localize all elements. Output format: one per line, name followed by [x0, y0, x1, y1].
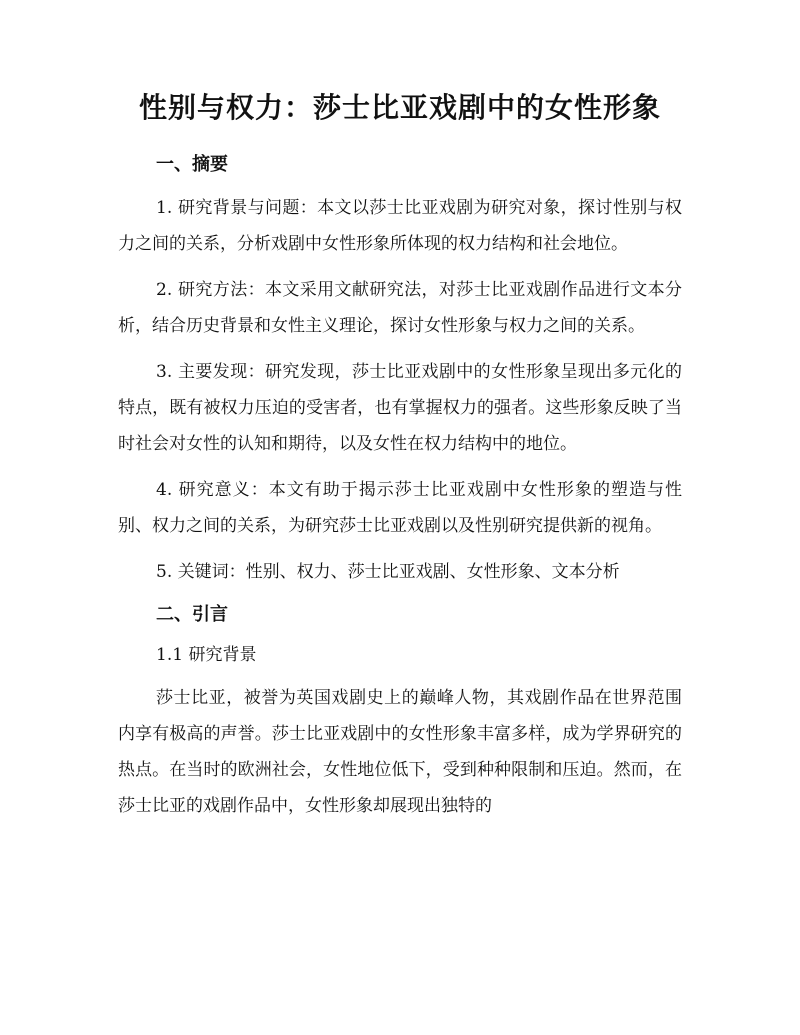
abstract-item-significance: 4. 研究意义：本文有助于揭示莎士比亚戏剧中女性形象的塑造与性别、权力之间的关系，为研究莎士比亚戏剧以及性别研究提供新的视角。 [118, 480, 682, 536]
section-heading-abstract: 一、摘要 [156, 154, 228, 175]
document-title: 性别与权力：莎士比亚戏剧中的女性形象 [138, 91, 661, 124]
abstract-item-findings: 3. 主要发现：研究发现，莎士比亚戏剧中的女性形象呈现出多元化的特点，既有被权力压迫的受害者，也有掌握权力的强者。这些形象反映了当时社会对女性的认知和期待，以及女性在权力结构中的地位。 [118, 362, 682, 454]
abstract-item-keywords: 5. 关键词：性别、权力、莎士比亚戏剧、女性形象、文本分析 [156, 562, 620, 582]
abstract-item-method: 2. 研究方法：本文采用文献研究法，对莎士比亚戏剧作品进行文本分析，结合历史背景和女性主义理论，探讨女性形象与权力之间的关系。 [118, 280, 682, 336]
subsection-heading-background: 1.1 研究背景 [156, 645, 257, 665]
section-heading-introduction: 二、引言 [156, 604, 228, 625]
abstract-item-background: 1. 研究背景与问题：本文以莎士比亚戏剧为研究对象，探讨性别与权力之间的关系，分析戏剧中女性形象所体现的权力结构和社会地位。 [118, 198, 682, 254]
intro-paragraph: 莎士比亚，被誉为英国戏剧史上的巅峰人物，其戏剧作品在世界范围内享有极高的声誉。莎士比亚戏剧中的女性形象丰富多样，成为学界研究的热点。在当时的欧洲社会，女性地位低下，受到种种限制和压迫。然而，在莎士比亚的戏剧作品中，女性形象却展现出独特的 [118, 688, 682, 816]
